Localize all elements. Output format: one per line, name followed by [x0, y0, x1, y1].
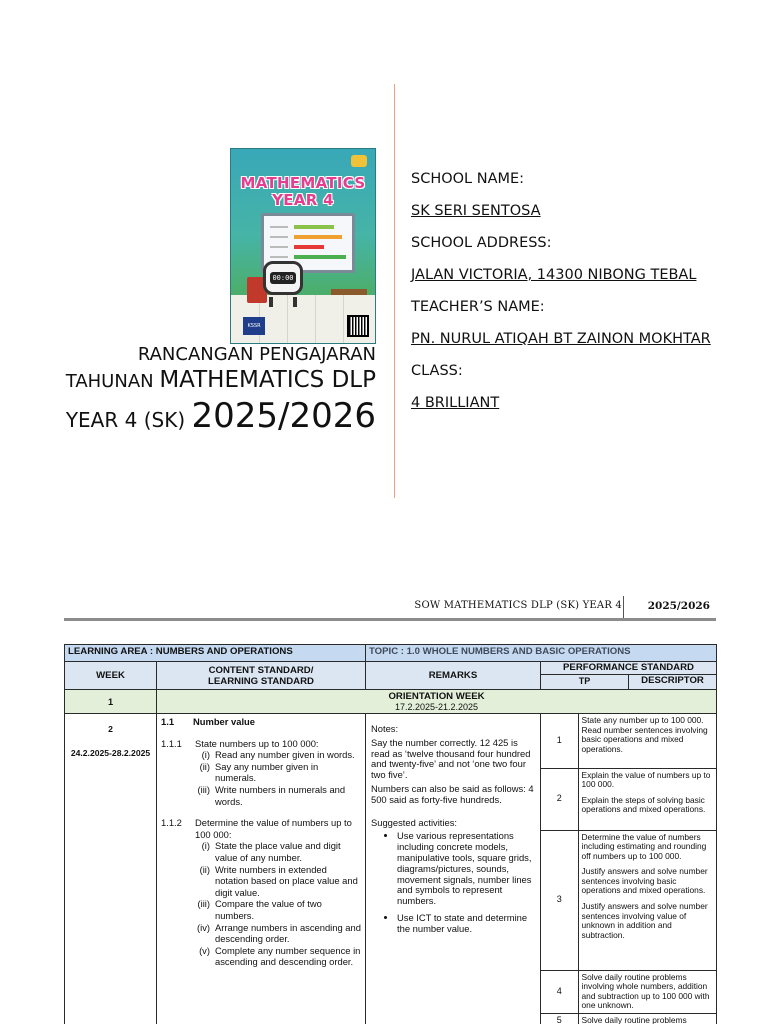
tp-row: 3 Determine the value of numbers including estimating and rounding off numbers up to 100 000. Justify answers and solve number sentences involving basic operations and mixed operations. Justify answers and solve number sentences involving value of unknown in addition and subtraction. — [541, 830, 716, 970]
week-cell — [65, 714, 157, 1024]
performance-levels — [541, 714, 716, 1024]
descriptor-column-header: DESCRIPTOR — [641, 675, 704, 686]
school-name: SK SERI SENTOSA — [411, 203, 541, 219]
robot-icon: 00:00 — [263, 261, 303, 295]
header-year: 2025/2026 — [647, 600, 710, 612]
cover-book-image — [230, 148, 376, 344]
robot-legs-graphic — [269, 297, 297, 307]
activity-item: • Use ICT to state and determine the number value. — [397, 913, 536, 935]
performance-standard-cell — [541, 714, 717, 1024]
title-line-2: TAHUNAN MATHEMATICS DLP — [65, 367, 376, 393]
suggested-activities-label: Suggested activities: — [371, 816, 457, 828]
school-address: JALAN VICTORIA, 14300 NIBONG TEBAL — [411, 267, 697, 283]
header-title: SOW MATHEMATICS DLP (SK) YEAR 4 — [414, 600, 622, 611]
tp-row: 1 State any number up to 100 000. Read number sentences involving basic operations and mixed operations. — [541, 714, 716, 768]
school-info — [411, 166, 711, 422]
ls-item: (iii) Write numbers in numerals and words. — [197, 783, 346, 807]
header-rule — [64, 618, 716, 621]
title-line-3: YEAR 4 (SK) 2025/2026 — [65, 396, 376, 436]
ls-item: (iii) Compare the value of two numbers. — [197, 898, 322, 921]
class-label: CLASS: — [411, 363, 463, 379]
activities-list — [385, 831, 536, 934]
header-separator — [623, 596, 624, 618]
table-graphic — [331, 289, 367, 295]
activity-item: • Use various representations including concrete models, manipulative tools, square grids, diagrams/pictures, sounds, movement signals, number lines and symbols to represent numbers. — [397, 831, 536, 907]
document-title — [66, 343, 376, 441]
book-title: MATHEMATICS YEAR 4 — [240, 174, 366, 209]
ls-item: (i) State the place value and digit value of any number. — [201, 840, 341, 863]
week-number: 1 — [65, 690, 157, 714]
orientation-week-row — [65, 690, 717, 714]
learning-standard-1-1-2: 1.1.2 Determine the value of numbers up to 100 000: — [161, 817, 352, 840]
week-column-header: WEEK — [65, 662, 157, 690]
tp-column-header: TP — [541, 675, 629, 689]
learning-standard-1-1-1: 1.1.1 State numbers up to 100 000: — [161, 737, 319, 749]
week-number: 2 — [108, 724, 113, 734]
remarks-column-header: REMARKS — [366, 662, 541, 690]
learning-area-header: LEARNING AREA : NUMBERS AND OPERATIONS — [65, 645, 366, 662]
content-standard-cell — [157, 714, 366, 1024]
tp-row: 2 Explain the value of numbers up to 100 000. Explain the steps of solving basic operations and mixed operations. — [541, 768, 716, 830]
orientation-week-cell: ORIENTATION WEEK 17.2.2025-21.2.2025 — [157, 690, 717, 714]
ls-item: (v) Complete any number sequence in ascending and descending order. — [199, 944, 361, 968]
ls-item: (ii) Write numbers in extended notation based on place value and digit value. — [199, 863, 358, 898]
content-standard-column-header: CONTENT STANDARD/ LEARNING STANDARD — [157, 662, 366, 690]
week-dates: 24.2.2025-28.2.2025 — [70, 748, 151, 758]
qr-code-icon — [347, 315, 369, 337]
performance-standard-column-header: PERFORMANCE STANDARD TP DESCRIPTOR — [541, 662, 717, 690]
scheme-of-work-table — [64, 644, 717, 1024]
teacher-name-label: TEACHER’S NAME: — [411, 299, 545, 315]
class-name: 4 BRILLIANT — [411, 395, 500, 411]
tp-row: 4 Solve daily routine problems involving whole numbers, addition and subtraction up to 100 000 with one unknown. — [541, 970, 716, 1013]
school-address-label: SCHOOL ADDRESS: — [411, 235, 552, 251]
teacher-name: PN. NURUL ATIQAH BT ZAINON MOKHTAR — [411, 331, 711, 347]
note-text: Say the number correctly. 12 425 is read as ‘twelve thousand four hundred and twenty-five’ and not ‘one two four two five’. — [371, 736, 531, 781]
vertical-divider — [394, 84, 395, 498]
notes-label: Notes: — [371, 723, 399, 734]
school-name-label: SCHOOL NAME: — [411, 171, 525, 187]
ls-item: (i) Read any number given in words. — [201, 749, 355, 761]
title-line-1: RANCANGAN PENGAJARAN — [137, 344, 376, 365]
kssr-badge: KSSR — [243, 317, 265, 335]
ministry-logo-icon — [351, 155, 367, 167]
tp-row: 5 Solve daily routine problems — [541, 1013, 716, 1024]
remarks-cell — [366, 714, 541, 1024]
content-standard-title: 1.1 Number value — [161, 716, 255, 727]
ls-item: (ii) Say any number given in numerals. — [199, 760, 319, 784]
topic-header: TOPIC : 1.0 WHOLE NUMBERS AND BASIC OPERATIONS — [366, 645, 717, 662]
week-2-row — [65, 714, 717, 1024]
note-text: Numbers can also be said as follows: 4 500 said as forty-five hundreds. — [371, 782, 534, 805]
ls-item: (iv) Arrange numbers in ascending and descending order. — [196, 921, 361, 945]
